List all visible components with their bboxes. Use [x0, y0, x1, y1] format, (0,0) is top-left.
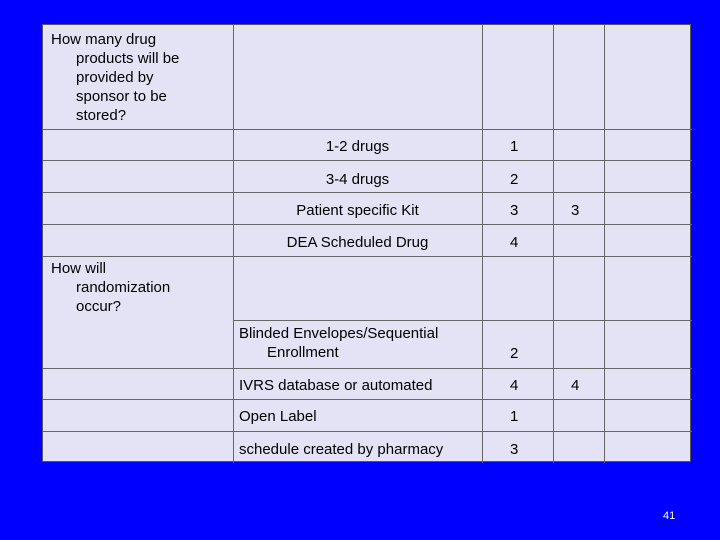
option-label-line: Blinded Envelopes/Sequential [239, 325, 439, 342]
page-number: 41 [663, 510, 676, 522]
option-score: 4 [510, 377, 519, 394]
option-label: 1-2 drugs [325, 138, 390, 155]
total-score: 4 [571, 377, 580, 394]
option-label-line: Enrollment [267, 344, 339, 361]
question-line: How many drug [51, 31, 157, 48]
question-line: provided by [76, 69, 154, 86]
question-line: How will [51, 260, 107, 277]
question-line: occur? [76, 298, 122, 315]
option-score: 2 [510, 171, 519, 188]
option-score: 1 [510, 138, 519, 155]
option-label: DEA Scheduled Drug [286, 234, 429, 251]
option-label: schedule created by pharmacy [239, 441, 444, 458]
question-line: sponsor to be [76, 88, 167, 105]
scoring-table [42, 24, 691, 462]
option-label: 3-4 drugs [325, 171, 390, 188]
option-label: IVRS database or automated [239, 377, 433, 394]
option-score: 4 [510, 234, 519, 251]
option-label [239, 324, 438, 362]
question-line: stored? [76, 107, 127, 124]
option-score: 3 [510, 441, 519, 458]
question-randomization [51, 259, 170, 316]
question-line: randomization [76, 279, 171, 296]
option-score: 2 [510, 345, 519, 362]
option-label: Patient specific Kit [296, 202, 419, 219]
question-line: products will be [76, 50, 180, 67]
option-label: Open Label [239, 408, 317, 425]
option-score: 1 [510, 408, 519, 425]
total-score: 3 [571, 202, 580, 219]
option-score: 3 [510, 202, 519, 219]
question-storage [51, 30, 179, 125]
